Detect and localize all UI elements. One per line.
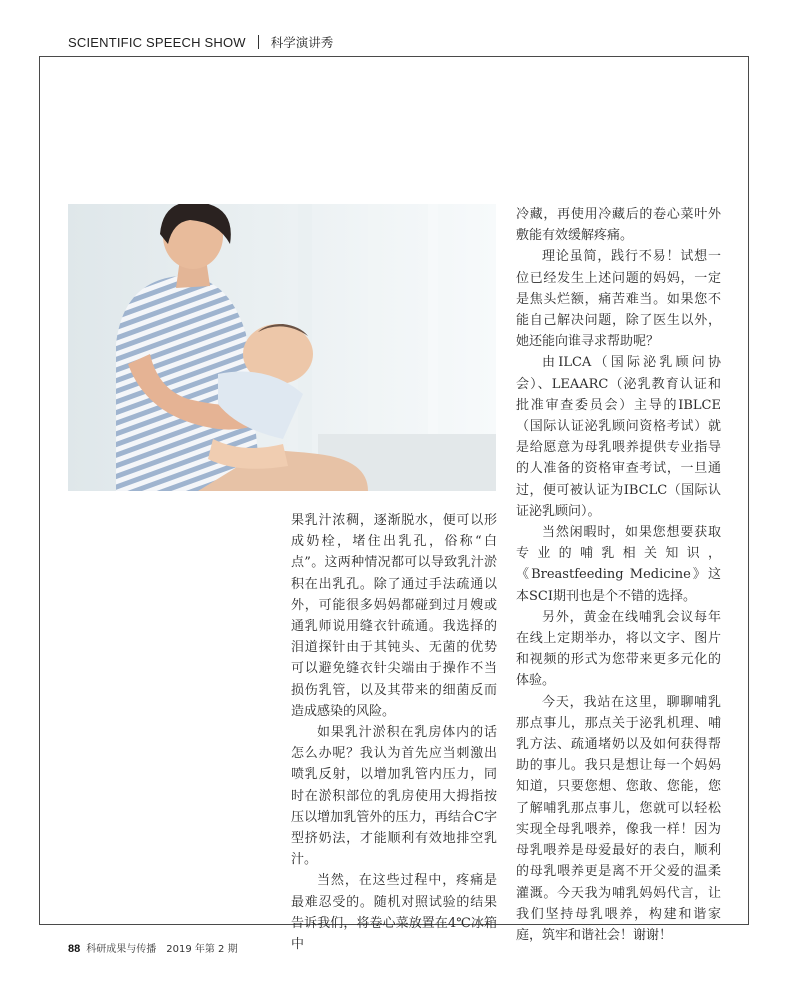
paragraph: 如果乳汁淤积在乳房体内的话怎么办呢？我认为首先应当刺激出喷乳反射，以增加乳管内压力，同时在淤积部位的乳房使用大拇指按压以增加乳管外的压力，再结合C字型挤奶法，才能顺利有效地排空乳汁。 — [291, 725, 497, 868]
paragraph: 另外，黄金在线哺乳会议每年在线上定期举办，将以文字、图片和视频的形式为您带来更多元化的体验。 — [516, 609, 721, 689]
paragraph: 当然，在这些过程中，疼痛是最难忍受的。随机对照试验的结果告诉我们，将卷心菜放置在4℃冰箱中 — [291, 873, 497, 953]
page-number: 88 — [68, 943, 81, 955]
journal-name: 科研成果与传播 — [86, 944, 157, 955]
paragraph: 果乳汁浓稠，逐渐脱水，便可以形成奶栓，堵住出乳孔，俗称“白点”。这两种情况都可以导致乳汁淤积在出乳孔。除了通过手法疏通以外，可能很多妈妈都碰到过月嫂或通乳师说用缝衣针疏通。我选择的泪道探针由于其钝头、无菌的优势可以避免缝衣针尖端由于操作不当损伤乳管，以及其带来的细菌反而造成感染的风险。 — [291, 513, 497, 719]
section-title-english: SCIENTIFIC SPEECH SHOW — [68, 34, 246, 50]
middle-text-column — [291, 510, 497, 955]
paragraph: 由ILCA（国际泌乳顾问协会）、LEAARC（泌乳教育认证和批准审查委员会）主导的IBLCE（国际认证泌乳顾问资格考试）就是给愿意为母乳喂养提供专业指导的人准备的资格审查考试，一旦通过，便可被认证为IBCLC（国际认证泌乳顾问）。 — [516, 355, 721, 519]
paragraph: 当然闲暇时，如果您想要获取专业的哺乳相关知识，《Breastfeeding Medicine》这本SCI期刊也是个不错的选择。 — [516, 525, 721, 604]
mother-breastfeeding-photo — [68, 204, 496, 491]
section-title-chinese: 科学演讲秀 — [270, 35, 334, 50]
page-footer — [68, 940, 238, 956]
paragraph: 理论虽简，践行不易！试想一位已经发生上述问题的妈妈，一定是焦头烂额，痛苦难当。如果您不能自己解决问题，除了医生以外，她还能向谁寻求帮助呢？ — [516, 249, 721, 350]
issue-label: 2019 年第 2 期 — [166, 944, 238, 955]
running-header — [68, 33, 333, 51]
right-text-column — [516, 204, 721, 946]
header-divider — [258, 35, 259, 49]
paragraph: 冷藏，再使用冷藏后的卷心菜叶外敷能有效缓解疼痛。 — [516, 207, 721, 244]
paragraph: 今天，我站在这里，聊聊哺乳那点事儿，那点关于泌乳机理、哺乳方法、疏通堵奶以及如何获得帮助的事儿。我只是想让每一个妈妈知道，只要您想、您敢、您能，您了解哺乳那点事儿，您就可以轻松实现全母乳喂养，像我一样！因为母乳喂养是母爱最好的表白，顺利的母乳喂养更是离不开父爱的温柔灌溉。今天我为哺乳妈妈代言，让我们坚持母乳喂养，构建和谐家庭，筑牢和谐社会！谢谢！ — [516, 694, 721, 943]
